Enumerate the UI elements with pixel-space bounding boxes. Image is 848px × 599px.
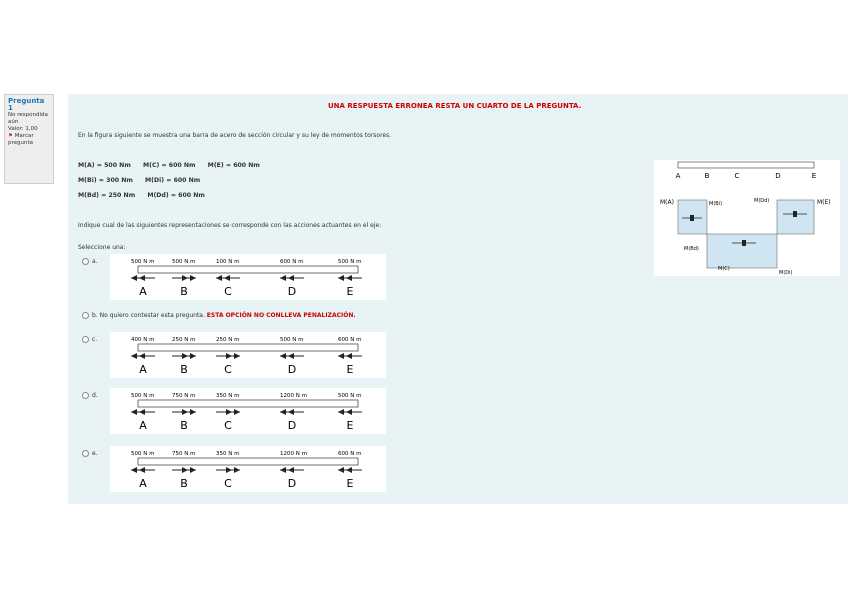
arrow-head bbox=[346, 353, 352, 359]
point-label: C bbox=[224, 285, 232, 298]
option-a-diagram bbox=[110, 254, 386, 300]
shaft-diagram-svg bbox=[110, 388, 386, 434]
moments-row-1 bbox=[78, 162, 270, 169]
arrow-head bbox=[182, 275, 188, 281]
option-e[interactable] bbox=[82, 450, 98, 457]
select-label: Seleccione una: bbox=[78, 244, 126, 251]
torque-label: 500 N m bbox=[280, 337, 304, 343]
point-label: B bbox=[180, 285, 188, 298]
question-info-box bbox=[4, 94, 54, 184]
arrow-head bbox=[139, 467, 145, 473]
torque-label: 500 N m bbox=[131, 259, 155, 265]
point-label: E bbox=[346, 419, 354, 432]
torque-label: 1200 N m bbox=[280, 393, 307, 399]
torque-label: 100 N m bbox=[216, 259, 240, 265]
torque-label: 500 N m bbox=[338, 259, 362, 265]
moment-value: M(Dd) = 600 Nm bbox=[147, 192, 205, 199]
option-e-diagram bbox=[110, 446, 386, 492]
torque-label: 350 N m bbox=[216, 393, 240, 399]
shaft-bar bbox=[138, 344, 358, 351]
point-label: E bbox=[346, 363, 354, 376]
arrow-head bbox=[131, 353, 137, 359]
figure-moment-label: M(E) bbox=[817, 199, 831, 206]
torque-label: 250 N m bbox=[172, 337, 196, 343]
moment-value: M(C) = 600 Nm bbox=[142, 162, 196, 169]
arrow-head bbox=[226, 409, 232, 415]
shaft-bar bbox=[138, 458, 358, 465]
arrow-head bbox=[190, 275, 196, 281]
figure-point-label: E bbox=[811, 172, 817, 180]
arrow-head bbox=[288, 409, 294, 415]
torque-label: 500 N m bbox=[338, 393, 362, 399]
moment-value: M(A) = 500 Nm bbox=[78, 162, 131, 169]
torque-label: 500 N m bbox=[131, 451, 155, 457]
arrow-head bbox=[288, 467, 294, 473]
shaft-bar bbox=[138, 400, 358, 407]
option-letter: a. bbox=[92, 258, 98, 265]
flag-icon: ⚑ bbox=[8, 133, 13, 139]
arrow-head bbox=[338, 467, 344, 473]
point-label: E bbox=[346, 477, 354, 490]
arrow-head bbox=[346, 409, 352, 415]
torque-label: 500 N m bbox=[131, 393, 155, 399]
arrow-head bbox=[280, 467, 286, 473]
moments-row-2 bbox=[78, 177, 210, 184]
option-letter: b. bbox=[92, 312, 98, 319]
point-label: E bbox=[346, 285, 354, 298]
arrow-head bbox=[182, 467, 188, 473]
radio-button[interactable] bbox=[82, 336, 89, 343]
torque-label: 750 N m bbox=[172, 451, 196, 457]
arrow-head bbox=[139, 409, 145, 415]
option-d-diagram bbox=[110, 388, 386, 434]
figure-moment-label: M(Di) bbox=[779, 270, 793, 276]
arrow-head bbox=[190, 467, 196, 473]
arrow-head bbox=[234, 467, 240, 473]
arrow-head bbox=[224, 275, 230, 281]
option-b-text: No quiero contestar esta pregunta. bbox=[99, 312, 205, 319]
figure-moment-label: M(Bi) bbox=[709, 201, 723, 207]
torque-label: 250 N m bbox=[216, 337, 240, 343]
question-prompt: Indique cual de las siguientes representaciones se corresponde con las acciones actuantes en el eje: bbox=[78, 222, 382, 229]
option-b-note: ESTA OPCIÓN NO CONLLEVA PENALIZACIÓN. bbox=[206, 312, 356, 319]
point-label: A bbox=[139, 477, 147, 490]
arrow-head bbox=[216, 275, 222, 281]
arrow-head bbox=[131, 275, 137, 281]
question-content bbox=[68, 94, 848, 504]
arrow-head bbox=[226, 353, 232, 359]
point-label: D bbox=[287, 285, 297, 298]
radio-button[interactable] bbox=[82, 392, 89, 399]
question-value: Valor: 1,00 bbox=[8, 126, 38, 132]
arrow-head bbox=[131, 467, 137, 473]
option-letter: d. bbox=[92, 392, 98, 399]
torque-diagram-figure bbox=[654, 160, 840, 276]
arrow-head bbox=[131, 409, 137, 415]
arrow-head bbox=[338, 353, 344, 359]
flag-question-link[interactable] bbox=[8, 133, 50, 147]
radio-button[interactable] bbox=[82, 450, 89, 457]
moment-value: M(E) = 600 Nm bbox=[207, 162, 260, 169]
torque-label: 600 N m bbox=[338, 337, 362, 343]
arrow-head bbox=[338, 275, 344, 281]
moment-value: M(Bd) = 250 Nm bbox=[78, 192, 136, 199]
shaft-diagram-svg bbox=[110, 446, 386, 492]
option-a[interactable] bbox=[82, 258, 98, 265]
option-letter: c. bbox=[92, 336, 98, 343]
arrow-head bbox=[234, 353, 240, 359]
point-label: C bbox=[224, 477, 232, 490]
arrow-head bbox=[346, 467, 352, 473]
arrow-head bbox=[182, 409, 188, 415]
arrow-head bbox=[280, 275, 286, 281]
moment-value: M(Di) = 600 Nm bbox=[145, 177, 201, 184]
shaft-diagram-svg bbox=[110, 332, 386, 378]
point-label: A bbox=[139, 363, 147, 376]
point-label: B bbox=[180, 477, 188, 490]
penalty-warning: UNA RESPUESTA ERRONEA RESTA UN CUARTO DE LA PREGUNTA. bbox=[328, 102, 582, 110]
figure-point-label: B bbox=[704, 172, 710, 180]
radio-button[interactable] bbox=[82, 258, 89, 265]
torque-diagram-svg bbox=[654, 160, 840, 276]
point-label: C bbox=[224, 419, 232, 432]
arrow-head bbox=[288, 275, 294, 281]
shaft-diagram-svg bbox=[110, 254, 386, 300]
option-letter: e. bbox=[92, 450, 98, 457]
torque-label: 750 N m bbox=[172, 393, 196, 399]
arrow-head bbox=[338, 409, 344, 415]
flag-label: Marcar pregunta bbox=[8, 133, 34, 146]
figure-point-label: C bbox=[734, 172, 740, 180]
torque-label: 600 N m bbox=[280, 259, 304, 265]
arrow-head bbox=[234, 409, 240, 415]
option-c[interactable] bbox=[82, 336, 97, 343]
arrow-head bbox=[139, 353, 145, 359]
figure-moment-label: M(A) bbox=[660, 199, 674, 206]
option-c-diagram bbox=[110, 332, 386, 378]
arrow-head bbox=[226, 467, 232, 473]
arrow-head bbox=[280, 353, 286, 359]
point-label: B bbox=[180, 419, 188, 432]
arrow-head bbox=[139, 275, 145, 281]
question-number: Pregunta 1 bbox=[8, 97, 45, 112]
question-status: No respondida aún bbox=[8, 112, 48, 125]
torque-label: 600 N m bbox=[338, 451, 362, 457]
shaft-bar bbox=[138, 266, 358, 273]
figure-moment-label: M(C) bbox=[718, 266, 730, 272]
arrow-head bbox=[190, 353, 196, 359]
point-label: A bbox=[139, 285, 147, 298]
torque-label: 1200 N m bbox=[280, 451, 307, 457]
point-label: D bbox=[287, 419, 297, 432]
arrow-head bbox=[280, 409, 286, 415]
torque-label: 400 N m bbox=[131, 337, 155, 343]
option-d[interactable] bbox=[82, 392, 98, 399]
point-label: A bbox=[139, 419, 147, 432]
option-b[interactable] bbox=[82, 312, 356, 319]
figure-moment-label: M(Bd) bbox=[684, 246, 699, 252]
arrow-head bbox=[288, 353, 294, 359]
arrow-head bbox=[190, 409, 196, 415]
arrow-head bbox=[346, 275, 352, 281]
arrow-head bbox=[182, 353, 188, 359]
point-label: B bbox=[180, 363, 188, 376]
radio-button[interactable] bbox=[82, 312, 89, 319]
point-label: D bbox=[287, 363, 297, 376]
figure-point-label: A bbox=[675, 172, 681, 180]
torque-label: 500 N m bbox=[172, 259, 196, 265]
question-intro: En la figura siguiente se muestra una barra de acero de sección circular y su ley de momentos torsores. bbox=[78, 132, 392, 139]
figure-point-label: D bbox=[775, 172, 781, 180]
moments-row-3 bbox=[78, 192, 215, 199]
point-label: D bbox=[287, 477, 297, 490]
torque-label: 350 N m bbox=[216, 451, 240, 457]
point-label: C bbox=[224, 363, 232, 376]
moment-value: M(Bi) = 300 Nm bbox=[78, 177, 133, 184]
figure-moment-label: M(Dd) bbox=[754, 198, 770, 204]
